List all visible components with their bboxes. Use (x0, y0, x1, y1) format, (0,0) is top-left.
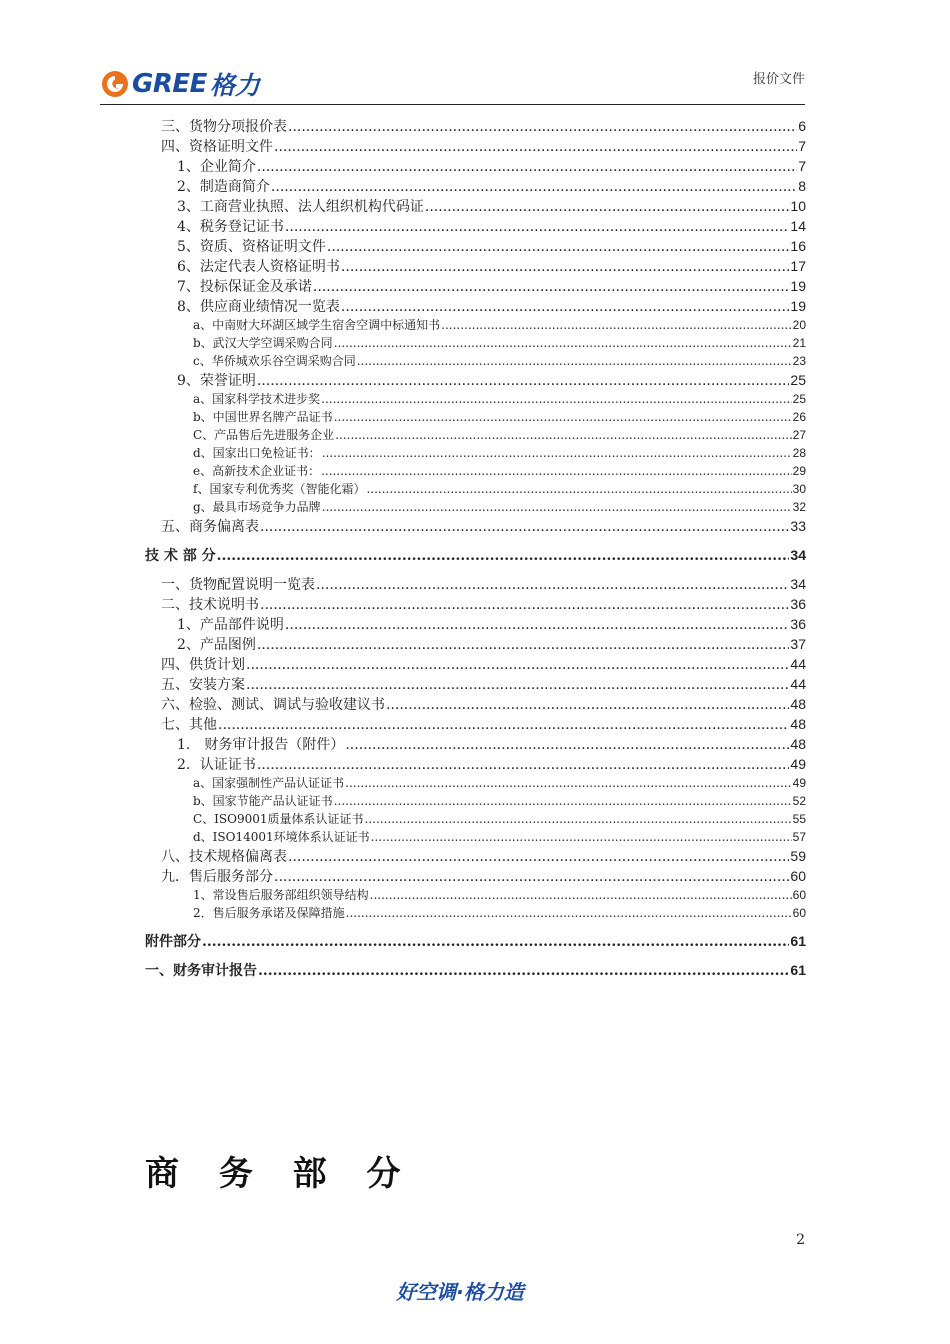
toc-entry-audit-report[interactable] (145, 960, 806, 980)
toc-entry-page: 6 (798, 118, 806, 134)
toc-entry-page: 61 (790, 962, 806, 978)
toc-entry[interactable] (145, 444, 806, 462)
toc-entry-label: 2、制造商简介 (177, 179, 270, 195)
toc-entry[interactable] (145, 714, 806, 734)
toc-entry-page: 59 (790, 848, 806, 864)
toc-entry-label: d、ISO14001环境体系认证证书 (193, 830, 370, 844)
logo-text: GREE (132, 69, 207, 99)
toc-entry-label: C、ISO9001质量体系认证证书 (193, 812, 364, 826)
toc-entry-page: 61 (790, 933, 806, 949)
toc-entry-page: 29 (792, 464, 806, 478)
toc-entry-page: 49 (792, 776, 806, 790)
toc-entry[interactable] (145, 276, 806, 296)
toc-entry[interactable] (145, 480, 806, 498)
toc-entry[interactable] (145, 352, 806, 370)
toc-entry[interactable] (145, 774, 806, 792)
toc-entry[interactable] (145, 734, 806, 754)
toc-entry-page: 34 (790, 576, 806, 592)
toc-entry[interactable] (145, 574, 806, 594)
toc-entry[interactable] (145, 694, 806, 714)
toc-entry-label: f、国家专利优秀奖（智能化霜） (193, 482, 366, 496)
toc-entry[interactable] (145, 334, 806, 352)
toc-entry-page: 57 (792, 830, 806, 844)
toc-entry[interactable] (145, 904, 806, 922)
toc-entry-label: 3、工商营业执照、法人组织机构代码证 (177, 199, 424, 215)
toc-entry[interactable] (145, 370, 806, 390)
toc-entry[interactable] (145, 296, 806, 316)
header-divider (100, 104, 805, 105)
toc-entry-page: 23 (792, 354, 806, 368)
toc-entry-page: 14 (790, 218, 806, 234)
toc-entry-label: 1、常设售后服务部组织领导结构 (193, 888, 369, 902)
logo-cn: 格力 (209, 71, 260, 100)
toc-entry[interactable] (145, 810, 806, 828)
toc-entry-label: 四、资格证明文件 (161, 139, 273, 155)
toc-section-technical[interactable] (145, 545, 806, 565)
toc-entry[interactable] (145, 216, 806, 236)
toc-entry-label: 2．售后服务承诺及保障措施 (193, 906, 345, 920)
toc-entry[interactable] (145, 256, 806, 276)
toc-entry-label: 九．售后服务部分 (161, 869, 273, 885)
toc-entry-label: 1、产品部件说明 (177, 617, 284, 633)
toc-entry-page: 16 (790, 238, 806, 254)
toc-entry-label: 2．认证证书 (177, 757, 256, 773)
toc-entry[interactable] (145, 754, 806, 774)
toc-entry[interactable] (145, 654, 806, 674)
toc-entry-label: 一、货物配置说明一览表 (161, 577, 315, 593)
toc-entry[interactable] (145, 498, 806, 516)
toc-entry-page: 26 (792, 410, 806, 424)
toc-entry-page: 55 (792, 812, 806, 826)
toc-entry-label: 五、商务偏离表 (161, 519, 259, 535)
toc-entry-label: d、国家出口免检证书： (193, 446, 321, 460)
table-of-contents (145, 116, 806, 980)
toc-entry[interactable] (145, 462, 806, 480)
toc-entry-label: 一、财务审计报告 (145, 963, 257, 979)
toc-entry-page: 48 (790, 736, 806, 752)
toc-entry-page: 21 (792, 336, 806, 350)
toc-entry-label: a、国家科学技术进步奖 (193, 392, 321, 406)
toc-entry[interactable] (145, 614, 806, 634)
footer-slogan: 好空调·格力造 (396, 1280, 524, 1304)
toc-entry[interactable] (145, 594, 806, 614)
toc-entry-page: 19 (790, 278, 806, 294)
toc-entry[interactable] (145, 390, 806, 408)
toc-entry-page: 48 (790, 716, 806, 732)
toc-entry-label: 附件部分 (145, 934, 201, 950)
gree-logo-icon (100, 69, 130, 99)
toc-entry-page: 28 (792, 446, 806, 460)
section-title: 商 务 部 分 (145, 1154, 415, 1194)
toc-entry-label: 五、安装方案 (161, 677, 245, 693)
toc-entry-label: 1. 财务审计报告（附件） (177, 737, 345, 753)
toc-entry[interactable] (145, 866, 806, 886)
toc-entry-label: 1、企业简介 (177, 159, 256, 175)
toc-entry-label: c、华侨城欢乐谷空调采购合同 (193, 354, 356, 368)
toc-entry-page: 60 (790, 868, 806, 884)
toc-entry-page: 44 (790, 656, 806, 672)
toc-entry-page: 52 (792, 794, 806, 808)
toc-entry[interactable] (145, 674, 806, 694)
toc-entry-page: 17 (790, 258, 806, 274)
toc-entry-label: 6、法定代表人资格证明书 (177, 259, 340, 275)
toc-entry-label: b、中国世界名牌产品证书 (193, 410, 333, 424)
toc-entry[interactable] (145, 846, 806, 866)
toc-entry[interactable] (145, 634, 806, 654)
toc-entry-page: 36 (790, 616, 806, 632)
toc-entry-label: b、武汉大学空调采购合同 (193, 336, 333, 350)
toc-entry[interactable] (145, 828, 806, 846)
toc-entry-label: 7、投标保证金及承诺 (177, 279, 312, 295)
toc-entry[interactable] (145, 516, 806, 536)
doc-title: 报价文件 (752, 72, 805, 87)
toc-entry-page: 10 (790, 198, 806, 214)
toc-entry-label: 4、税务登记证书 (177, 219, 284, 235)
toc-entry[interactable] (145, 426, 806, 444)
toc-entry-label: a、中南财大环湖区域学生宿舍空调中标通知书 (193, 318, 441, 332)
toc-entry[interactable] (145, 236, 806, 256)
toc-entry-label: 8、供应商业绩情况一览表 (177, 299, 340, 315)
toc-entry-label: e、高新技术企业证书： (193, 464, 321, 478)
toc-entry-page: 8 (798, 178, 806, 194)
toc-entry-label: 2、产品图例 (177, 637, 256, 653)
toc-entry-label: 三、货物分项报价表 (161, 119, 287, 135)
toc-entry-page: 49 (790, 756, 806, 772)
toc-entry[interactable] (145, 316, 806, 334)
toc-entry-page: 60 (792, 906, 806, 920)
toc-entry-label: 5、资质、资格证明文件 (177, 239, 326, 255)
toc-entry-label: 四、供货计划 (161, 657, 245, 673)
toc-entry-page: 36 (790, 596, 806, 612)
toc-section-attachments[interactable] (145, 931, 806, 951)
toc-entry-page: 44 (790, 676, 806, 692)
toc-entry-label: C、产品售后先进服务企业 (193, 428, 335, 442)
toc-entry-page: 25 (792, 392, 806, 406)
toc-entry-page: 7 (798, 138, 806, 154)
toc-entry-page: 27 (792, 428, 806, 442)
toc-entry-page: 48 (790, 696, 806, 712)
toc-entry-page: 30 (792, 482, 806, 496)
toc-entry-page: 32 (792, 500, 806, 514)
toc-entry[interactable] (145, 408, 806, 426)
toc-entry-label: 二、技术说明书 (161, 597, 259, 613)
toc-entry-label: 八、技术规格偏离表 (161, 849, 287, 865)
toc-entry-page: 7 (798, 158, 806, 174)
toc-entry-page: 34 (790, 547, 806, 563)
toc-entry[interactable] (145, 792, 806, 810)
toc-entry[interactable] (145, 116, 806, 136)
toc-entry-label: g、最具市场竞争力品牌 (193, 500, 321, 514)
toc-entry-page: 60 (792, 888, 806, 902)
toc-entry[interactable] (145, 176, 806, 196)
toc-entry-label: 技 术 部 分 (145, 548, 216, 564)
toc-entry[interactable] (145, 196, 806, 216)
page-number: 2 (796, 1232, 805, 1248)
toc-entry-label: 9、荣誉证明 (177, 373, 256, 389)
gree-logo (100, 66, 260, 102)
toc-entry-page: 20 (792, 318, 806, 332)
toc-entry-page: 19 (790, 298, 806, 314)
toc-entry[interactable] (145, 886, 806, 904)
toc-entry-page: 37 (790, 636, 806, 652)
toc-entry-page: 25 (790, 372, 806, 388)
toc-entry[interactable] (145, 136, 806, 156)
toc-entry-label: a、国家强制性产品认证证书 (193, 776, 345, 790)
toc-entry[interactable] (145, 156, 806, 176)
toc-entry-label: 六、检验、测试、调试与验收建议书 (161, 697, 385, 713)
toc-entry-label: b、国家节能产品认证证书 (193, 794, 333, 808)
toc-entry-page: 33 (790, 518, 806, 534)
toc-entry-label: 七、其他 (161, 717, 217, 733)
